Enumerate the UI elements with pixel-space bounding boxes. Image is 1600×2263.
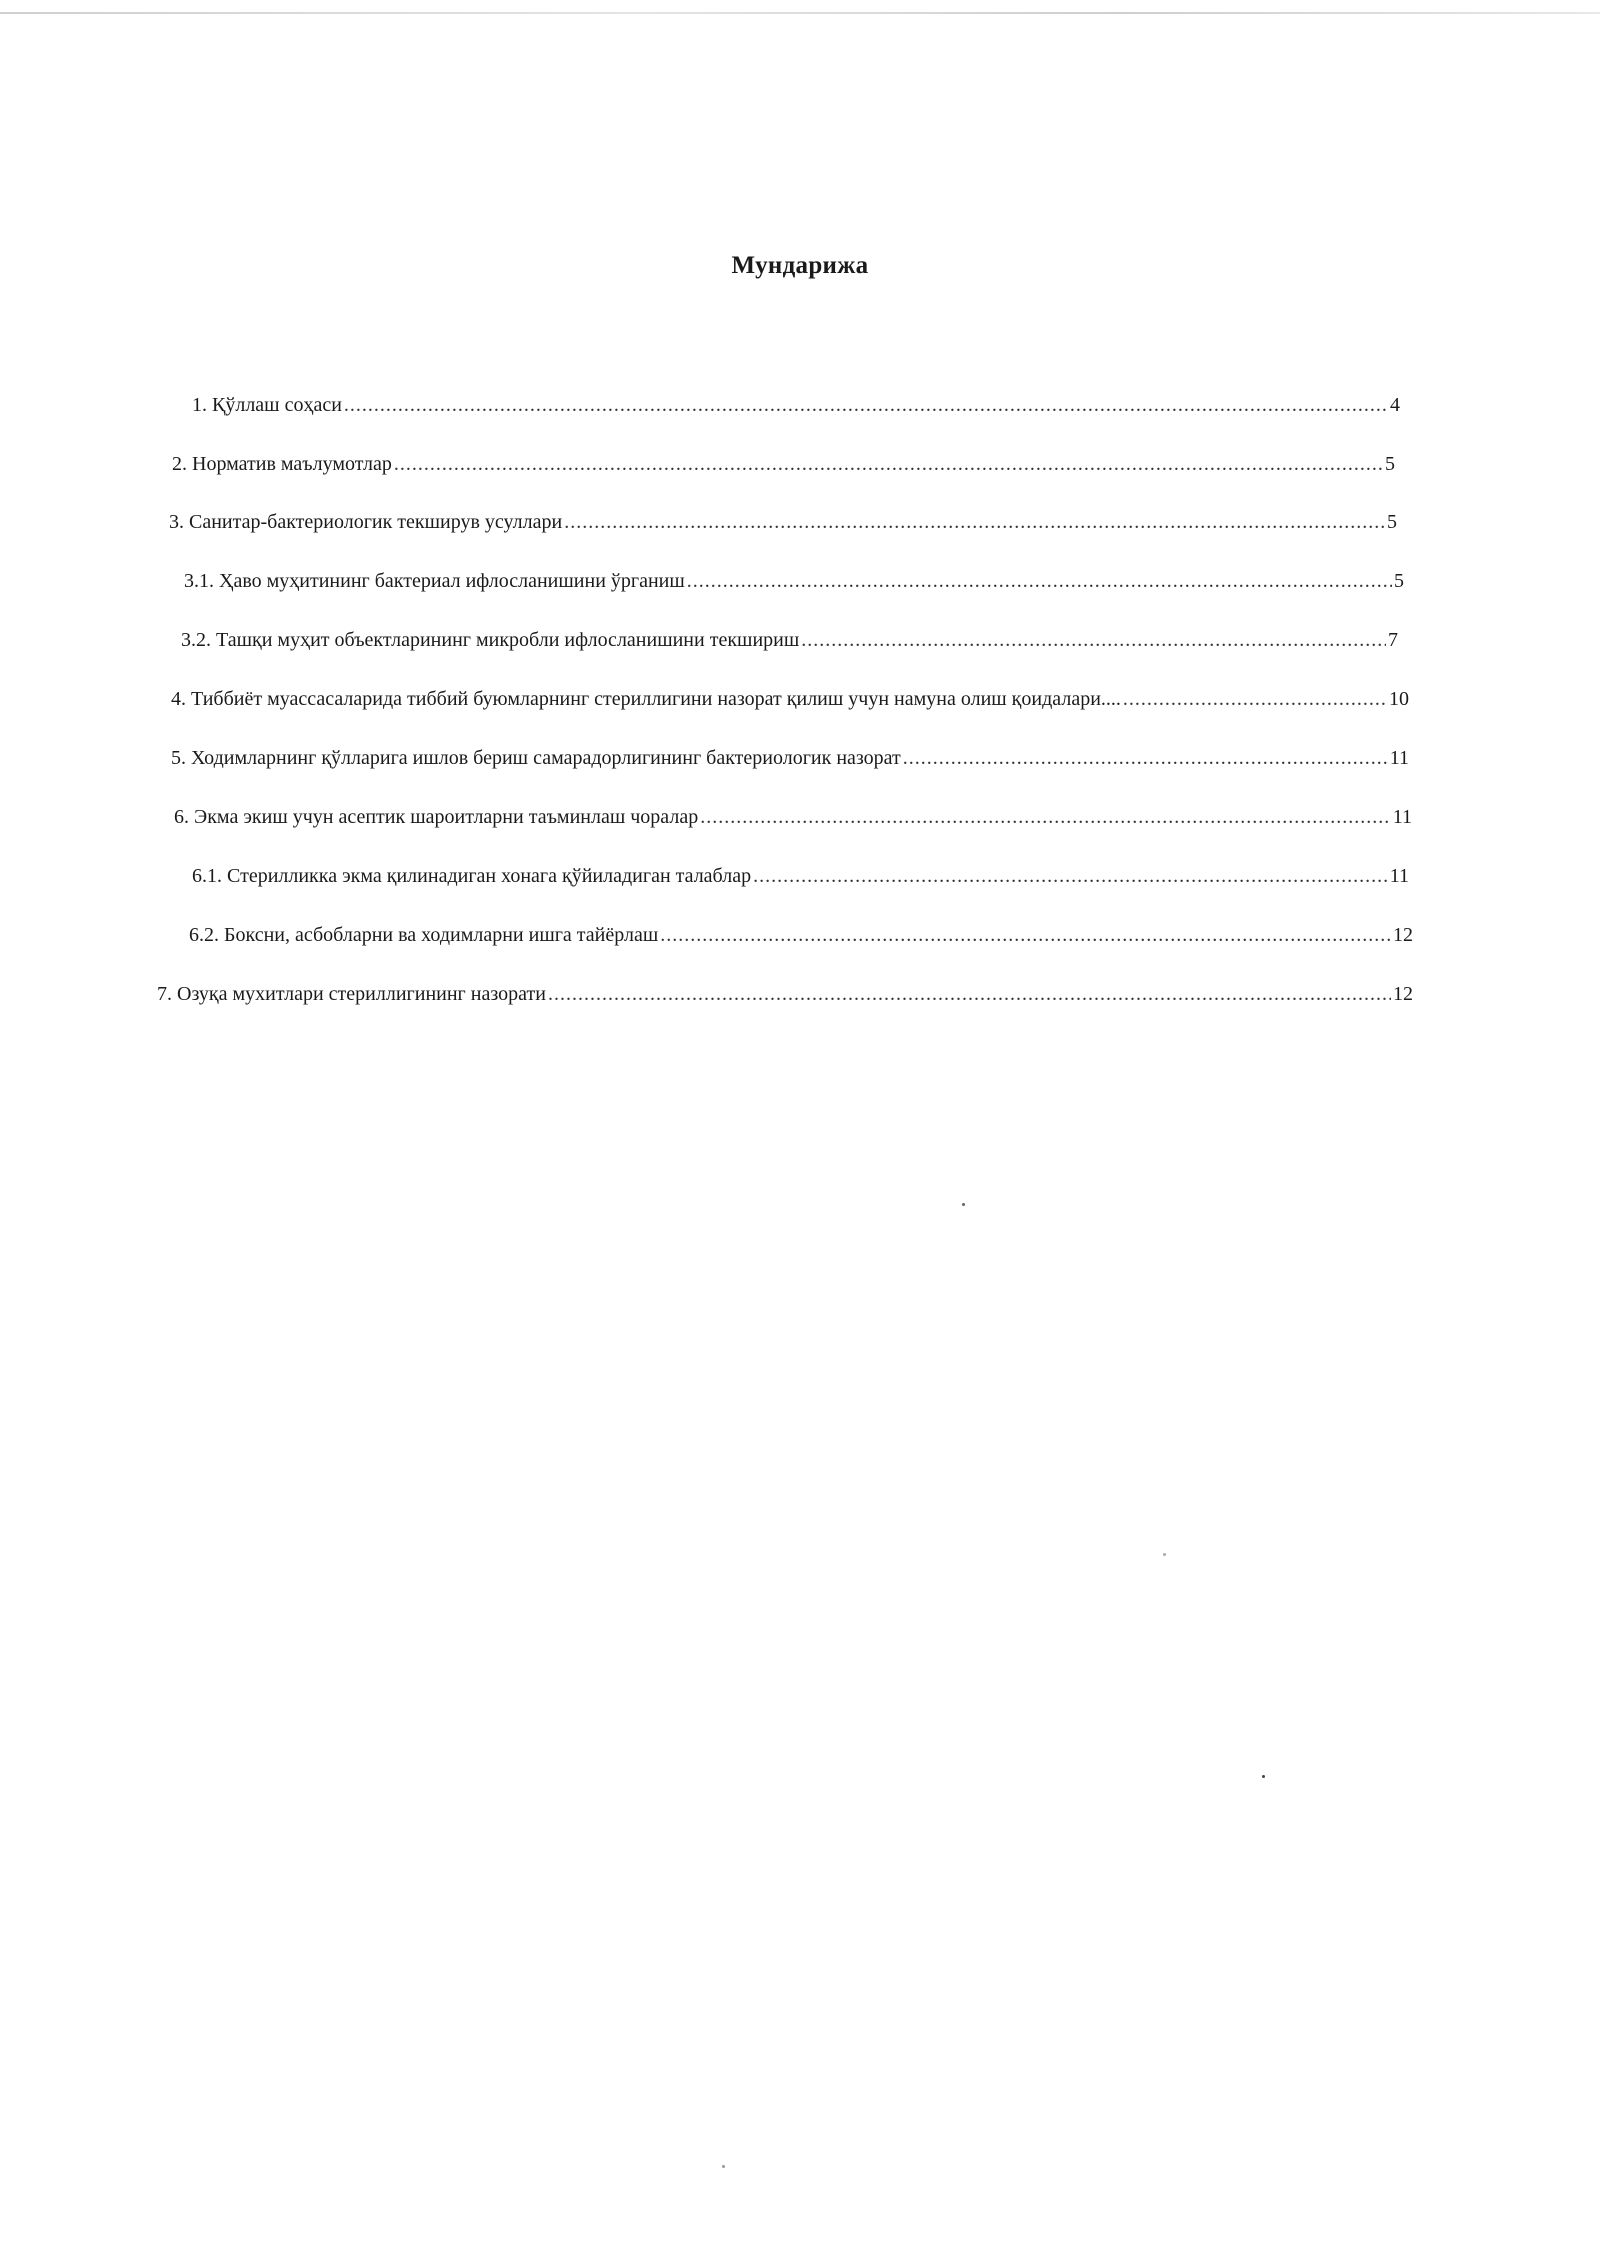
toc-leader-dots — [344, 392, 1388, 418]
toc-entry — [171, 686, 1409, 712]
toc-entry-label: 1. Қўллаш соҳаси — [192, 394, 342, 416]
toc-entry — [181, 627, 1398, 653]
toc-entry-label: 3.2. Ташқи муҳит объектларининг микробли ифлосланишини текшириш — [181, 629, 800, 651]
toc-leader-dots — [687, 568, 1392, 594]
scan-speck — [1262, 1775, 1265, 1778]
toc-leader-dots — [1123, 686, 1387, 712]
toc-leader-dots — [753, 863, 1388, 889]
toc-entry-page: 12 — [1393, 983, 1413, 1005]
toc-entry-label: 4. Тиббиёт муассасаларида тиббий буюмларнинг стериллигини назорат қилиш учун намуна олиш қоидалари.... — [171, 688, 1121, 710]
toc-entry — [189, 922, 1413, 948]
scan-edge-line — [0, 12, 1600, 14]
toc-entry — [184, 568, 1404, 594]
scan-speck — [962, 1203, 965, 1206]
toc-leader-dots — [801, 627, 1386, 653]
toc-entry-page: 12 — [1393, 924, 1413, 946]
toc-entry-label: 5. Ходимларнинг қўлларига ишлов бериш самарадорлигининг бактериологик назорат — [171, 747, 901, 769]
toc-entry-label: 2. Норматив маълумотлар — [172, 453, 392, 475]
toc-entry — [157, 981, 1413, 1007]
toc-entry — [172, 451, 1395, 477]
toc-entry-label: 6.1. Стерилликка экма қилинадиган хонага қўйиладиган талаблар — [192, 865, 752, 887]
toc-entry-page: 10 — [1389, 688, 1409, 710]
toc-leader-dots — [903, 745, 1388, 771]
toc-leader-dots — [564, 509, 1385, 535]
scan-speck — [1163, 1553, 1166, 1556]
toc-entry-page: 5 — [1387, 511, 1397, 533]
toc-entry-label: 3.1. Ҳаво муҳитининг бактериал ифлосланишини ўрганиш — [184, 570, 685, 592]
toc-leader-dots — [394, 451, 1383, 477]
scan-speck — [722, 2165, 725, 2168]
toc-entry-page: 11 — [1392, 806, 1412, 828]
toc-entry-page: 5 — [1394, 570, 1404, 592]
toc-entry — [171, 745, 1409, 771]
toc-leader-dots — [660, 922, 1391, 948]
toc-entry — [192, 392, 1400, 418]
toc-entry — [192, 863, 1409, 889]
toc-entry-page: 4 — [1390, 394, 1400, 416]
toc-entry-label: 6. Экма экиш учун асептик шароитларни таъминлаш чоралар — [174, 806, 699, 828]
toc-entry-label: 6.2. Боксни, асбобларни ва ходимларни ишга тайёрлаш — [189, 924, 659, 946]
page-title: Мундарижа — [731, 252, 869, 279]
toc-entry — [169, 509, 1397, 535]
toc-entry-page: 11 — [1389, 865, 1409, 887]
toc-entry-label: 3. Санитар-бактериологик текширув усуллари — [169, 511, 563, 533]
toc-entry-page: 5 — [1385, 453, 1395, 475]
toc-entry-page: 11 — [1389, 747, 1409, 769]
toc-leader-dots — [548, 981, 1391, 1007]
toc-entry-page: 7 — [1388, 629, 1398, 651]
toc-entry-label: 7. Озуқа мухитлари стериллигининг назорати — [157, 983, 546, 1005]
toc-leader-dots — [700, 804, 1391, 830]
toc-entry — [174, 804, 1412, 830]
